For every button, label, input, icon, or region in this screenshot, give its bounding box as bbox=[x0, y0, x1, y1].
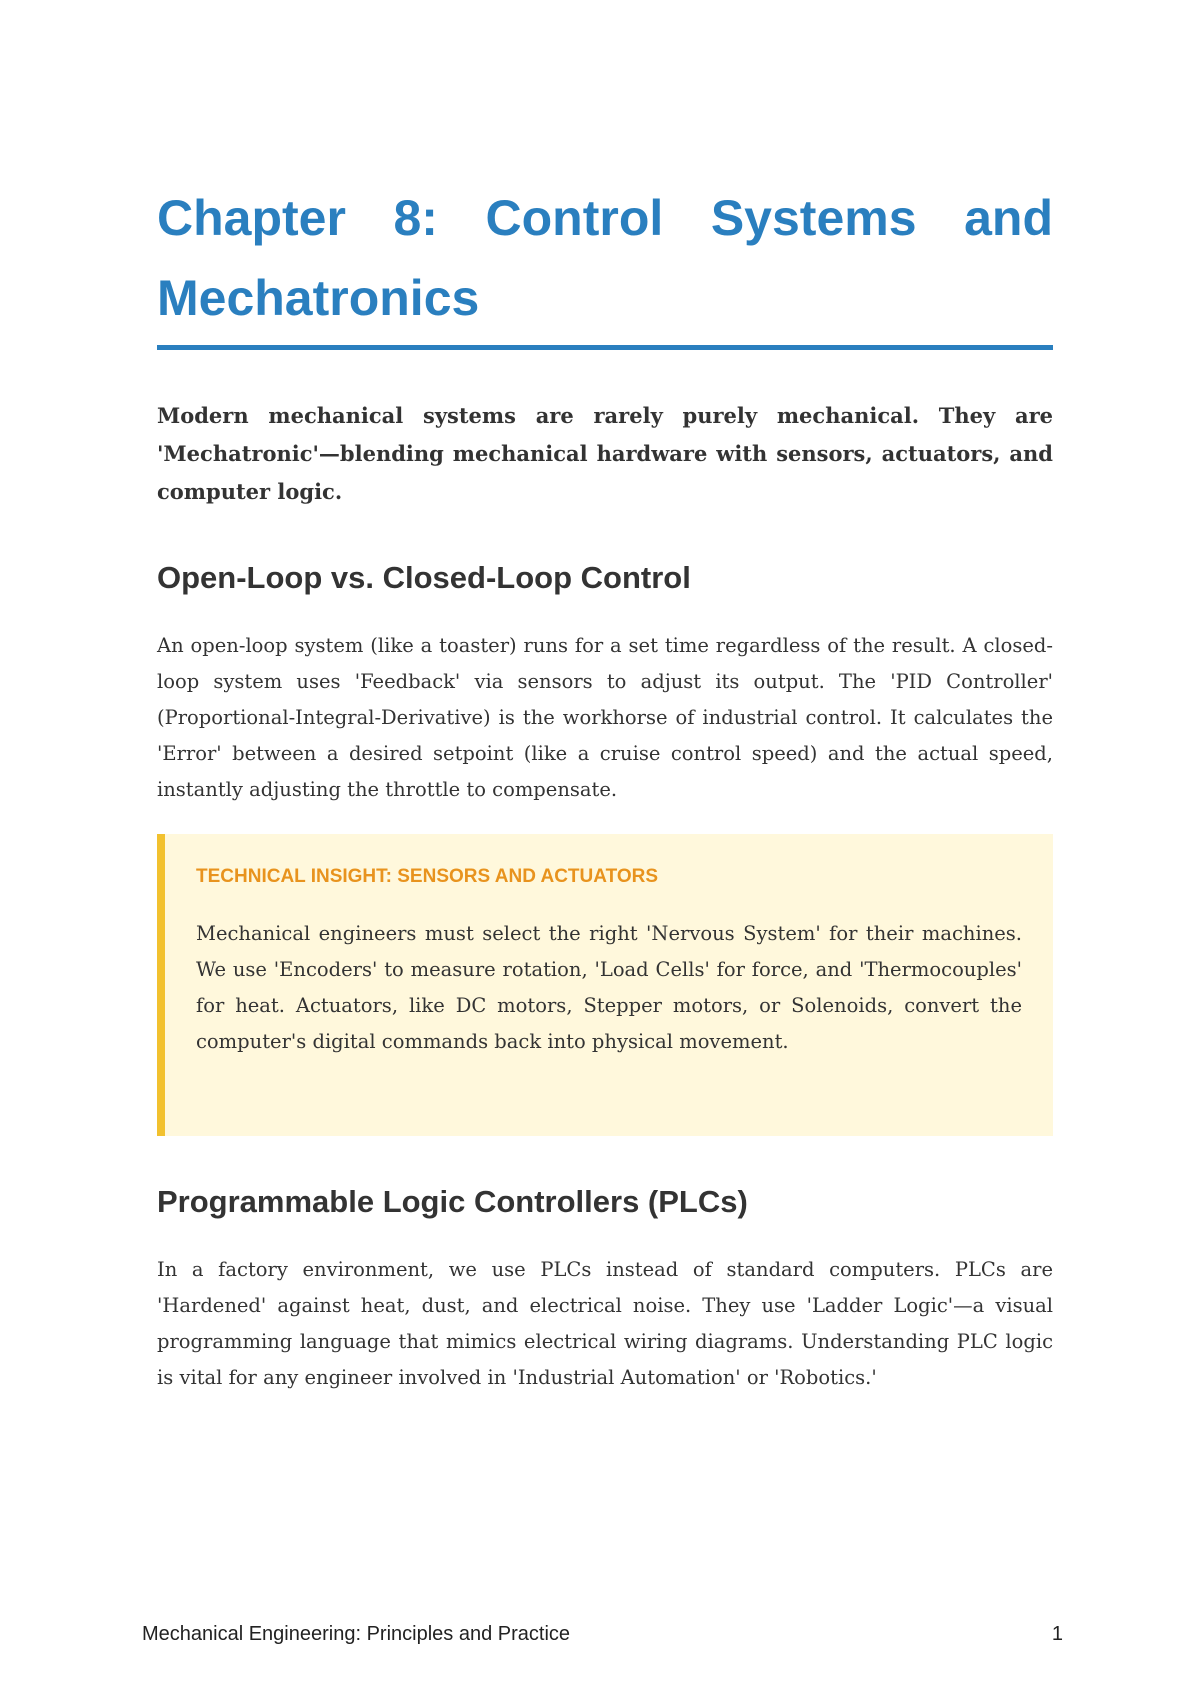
footer-page-number: 1 bbox=[1051, 1623, 1063, 1645]
technical-insight-callout bbox=[157, 834, 1053, 1136]
section-body-open-loop: An open-loop system (like a toaster) runs for a set time regardless of the result. A closed-loop system uses 'Feedback' via sensors to adjust its output. The 'PID Controller' (Proportional-Integral-Derivative) is the workhorse of industrial control. It calculates the 'Error' between a desired setpoint (like a cruise control speed) and the actual speed, instantly adjusting the throttle to compensate. bbox=[157, 634, 1053, 801]
callout-body: Mechanical engineers must select the right 'Nervous System' for their machines. We use 'Encoders' to measure rotation, 'Load Cells' for force, and 'Thermocouples' for heat. Actuators, like DC motors, Stepper motors, or Solenoids, convert the computer's digital commands back into physical movement. bbox=[196, 922, 1022, 1053]
chapter-title: Chapter 8: Control Systems and Mechatronics bbox=[157, 190, 1053, 326]
section-heading-open-loop: Open-Loop vs. Closed-Loop Control bbox=[157, 560, 691, 595]
footer-book-title: Mechanical Engineering: Principles and Practice bbox=[142, 1623, 571, 1645]
section-heading-plc: Programmable Logic Controllers (PLCs) bbox=[157, 1184, 748, 1219]
intro-paragraph: Modern mechanical systems are rarely purely mechanical. They are 'Mechatronic'—blending mechanical hardware with sensors, actuators, and computer logic. bbox=[157, 403, 1053, 504]
callout-label: TECHNICAL INSIGHT: SENSORS AND ACTUATORS bbox=[196, 866, 659, 887]
section-body-plc: In a factory environment, we use PLCs instead of standard computers. PLCs are 'Hardened' against heat, dust, and electrical noise. They use 'Ladder Logic'—a visual programming language that mimics electrical wiring diagrams. Understanding PLC logic is vital for any engineer involved in 'Industrial Automation' or 'Robotics.' bbox=[157, 1258, 1053, 1389]
title-divider bbox=[157, 345, 1053, 350]
